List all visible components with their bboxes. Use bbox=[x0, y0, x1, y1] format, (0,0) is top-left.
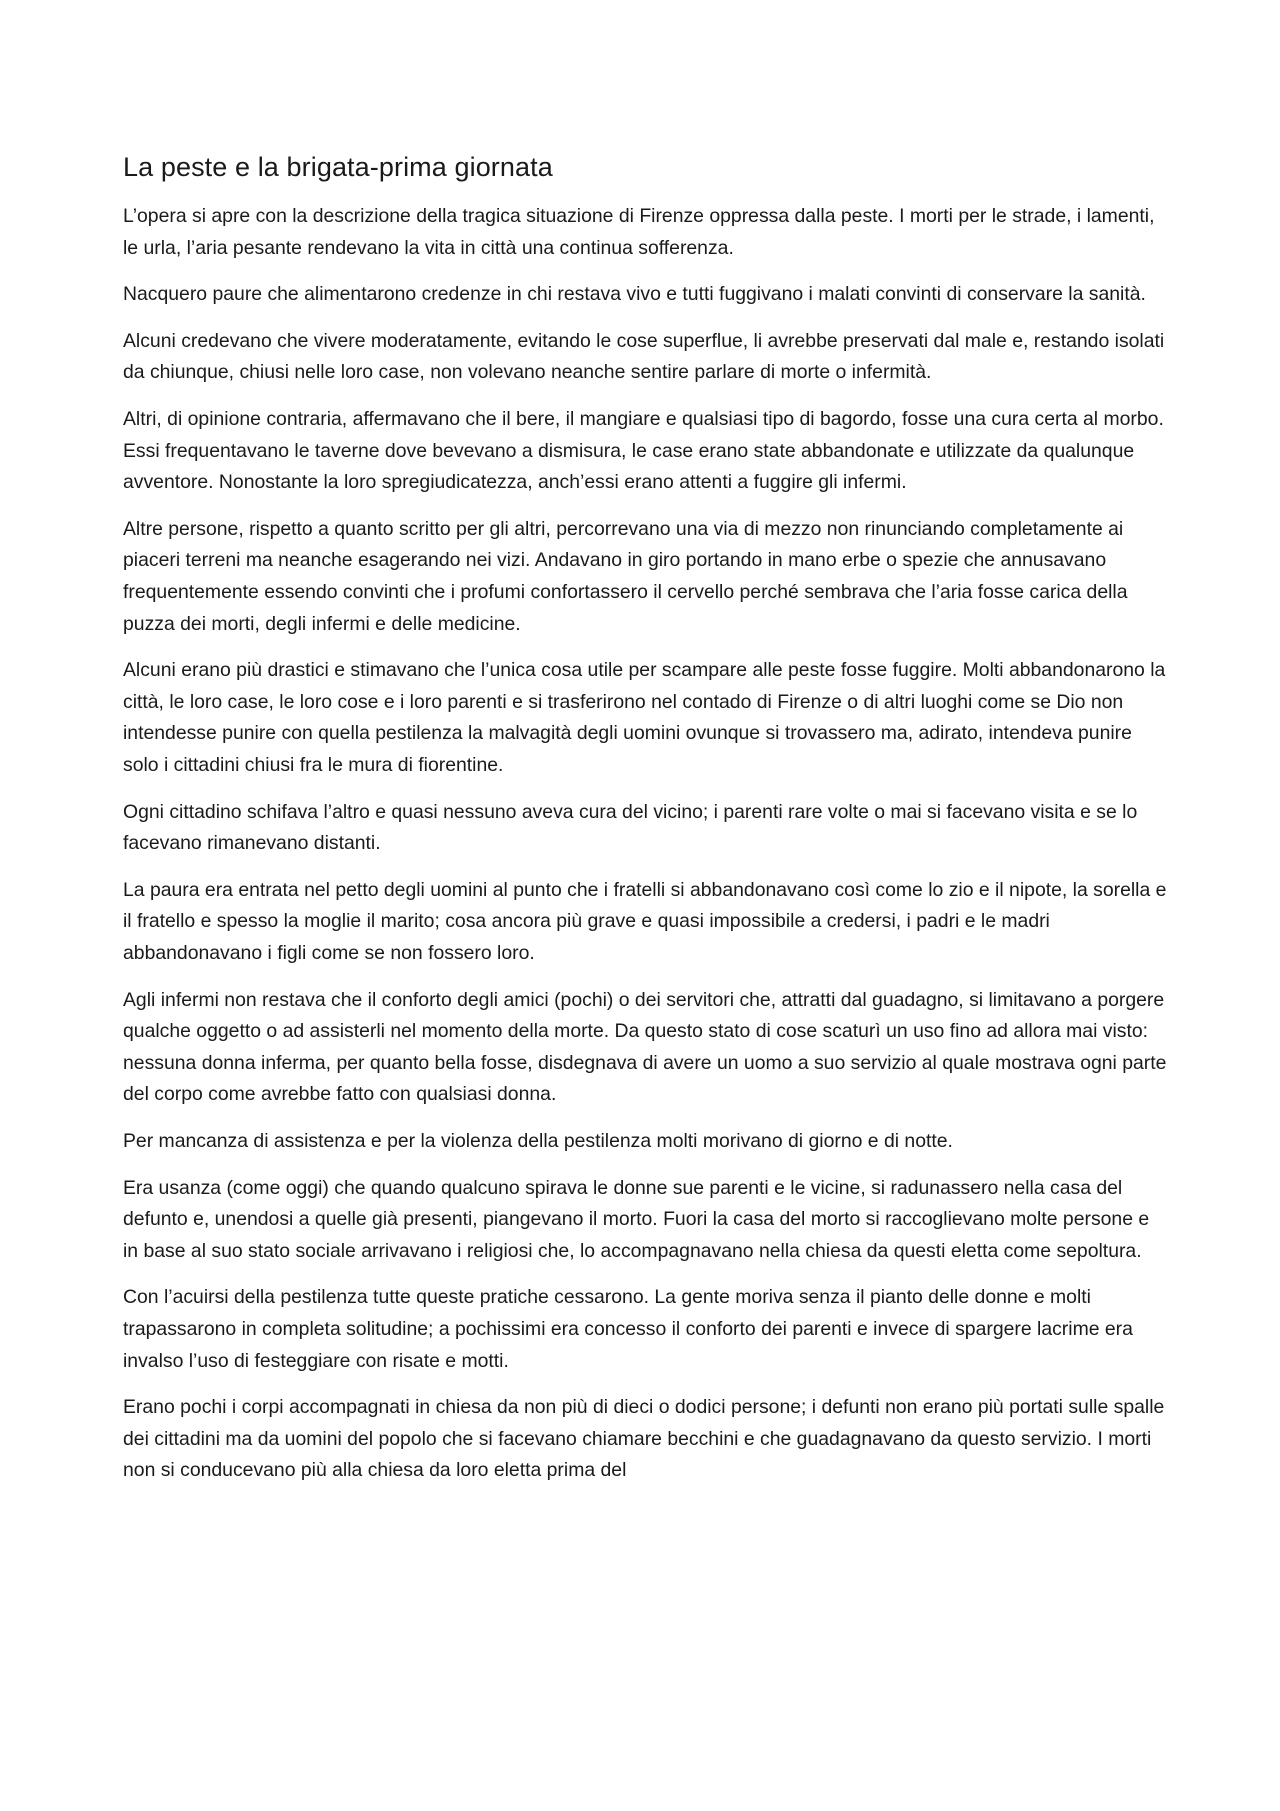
paragraph: Con l’acuirsi della pestilenza tutte queste pratiche cessarono. La gente moriva senza il pianto delle donne e molti trapassarono in completa solitudine; a pochissimi era concesso il conforto dei parenti e invece di spargere lacrime era invalso l’uso di festeggiare con risate e motti. bbox=[123, 1286, 1133, 1372]
document-page bbox=[123, 150, 1168, 1502]
paragraph: La paura era entrata nel petto degli uomini al punto che i fratelli si abbandonavano così come lo zio e il nipote, la sorella e il fratello e spesso la moglie il marito; cosa ancora più grave e quasi impossibile a credersi, i padri e le madri abbandonavano i figli come se non fossero loro. bbox=[123, 878, 1167, 964]
paragraph: Alcuni erano più drastici e stimavano che l’unica cosa utile per scampare alle peste fosse fuggire. Molti abbandonarono la città, le loro case, le loro cose e i loro parenti e si trasferirono nel contado di Firenze o di altri luoghi come se Dio non intendesse punire con quella pestilenza la malvagità degli uomini ovunque si trovassero ma, adirato, intendeva punire solo i cittadini chiusi fra le mura di fiorentine. bbox=[123, 659, 1166, 776]
paragraph: Ogni cittadino schifava l’altro e quasi nessuno aveva cura del vicino; i parenti rare volte o mai si facevano visita e se lo facevano rimanevano distanti. bbox=[123, 800, 1138, 855]
paragraph: Era usanza (come oggi) che quando qualcuno spirava le donne sue parenti e le vicine, si radunassero nella casa del defunto e, unendosi a quelle già presenti, piangevano il morto. Fuori la casa del morto si raccoglievano molte persone e in base al suo stato sociale arrivavano i religiosi che, lo accompagnavano nella chiesa da questi eletta come sepoltura. bbox=[123, 1176, 1150, 1262]
document-title: La peste e la brigata-prima giornata bbox=[123, 152, 553, 182]
paragraph: Nacquero paure che alimentarono credenze in chi restava vivo e tutti fuggivano i malati convinti di conservare la sanità. bbox=[123, 283, 1146, 306]
paragraph: Erano pochi i corpi accompagnati in chiesa da non più di dieci o dodici persone; i defunti non erano più portati sulle spalle dei cittadini ma da uomini del popolo che si facevano chiamare becchini e che guadagnavano da questo servizio. I morti non si conducevano più alla chiesa da loro eletta prima del bbox=[123, 1396, 1165, 1482]
paragraph: Alcuni credevano che vivere moderatamente, evitando le cose superflue, li avrebbe preservati dal male e, restando isolati da chiunque, chiusi nelle loro case, non volevano neanche sentire parlare di morte o infermità. bbox=[123, 329, 1165, 384]
paragraph: L’opera si apre con la descrizione della tragica situazione di Firenze oppressa dalla peste. I morti per le strade, i lamenti, le urla, l’aria pesante rendevano la vita in città una continua sofferenza. bbox=[123, 205, 1155, 259]
paragraph: Agli infermi non restava che il conforto degli amici (pochi) o dei servitori che, attratti dal guadagno, si limitavano a porgere qualche oggetto o ad assisterli nel momento della morte. Da questo stato di cose scaturì un uso fino ad allora mai visto: nessuna donna inferma, per quanto bella fosse, disdegnava di avere un uomo a suo servizio al quale mostrava ogni parte del corpo come avrebbe fatto con qualsiasi donna. bbox=[123, 988, 1167, 1106]
paragraph: Altri, di opinione contraria, affermavano che il bere, il mangiare e qualsiasi tipo di bagordo, fosse una cura certa al morbo. Essi frequentavano le taverne dove bevevano a dismisura, le case erano state abbandonate e utilizzate da qualunque avventore. Nonostante la loro spregiudicatezza, anch’essi erano attenti a fuggire gli infermi. bbox=[123, 408, 1164, 494]
paragraph: Altre persone, rispetto a quanto scritto per gli altri, percorrevano una via di mezzo non rinunciando completamente ai piaceri terreni ma neanche esagerando nei vizi. Andavano in giro portando in mano erbe o spezie che annusavano frequentemente essendo convinti che i profumi confortassero il cervello perché sembrava che l’aria fosse carica della puzza dei morti, degli infermi e delle medicine. bbox=[123, 517, 1128, 635]
paragraph: Per mancanza di assistenza e per la violenza della pestilenza molti morivano di giorno e di notte. bbox=[123, 1129, 953, 1152]
